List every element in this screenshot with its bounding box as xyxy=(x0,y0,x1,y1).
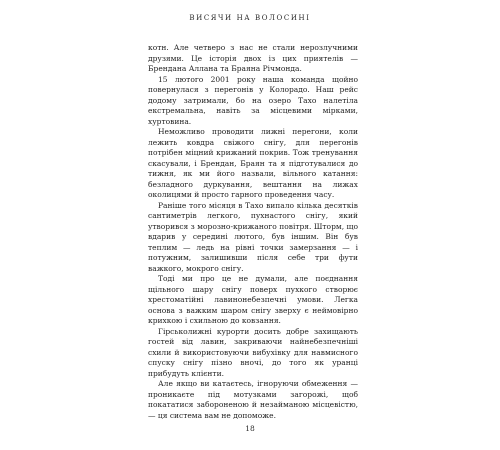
paragraph: Неможливо проводити лижні перегони, коли лежить ковдра свіжого снігу, для перегонів потрібен міцний крижаний покрив. Тож тренування скасували, і Брендан, Браян та я підготувалися до тижня, як ми його назвали, вільного катання: безладного дуркування, вештання на лижах околицями й просто гарного проведення часу. xyxy=(148,127,358,199)
paragraph: Але якщо ви катаєтесь, ігноруючи обмеження — проникаєте під мотузками загорожі, щоб покататися забороненою й незайманою місцевістю, — ця система вам не допоможе. xyxy=(148,379,358,420)
page-number: 18 xyxy=(245,424,255,433)
paragraph: 15 лютого 2001 року наша команда щойно повернулася з перегонів у Колорадо. Наш рейс додому затримали, бо на озеро Тахо налетіла екстремальна, навіть за місцевими мірками, хуртовина. xyxy=(148,74,358,126)
body-text xyxy=(148,43,358,421)
paragraph: Раніше того місяця в Тахо випало кілька десятків сантиметрів легкого, пухнастого снігу, який утворився з морозно-крижаного повітря. Шторм, що вдарив у середині лютого, був іншим. Він був теплим — ледь на рівні точки замерзання — і потужним, залишивши після себе три фути важкого, мокрого снігу. xyxy=(148,200,358,273)
paragraph: Гірськолижні курорти досить добре захищають гостей від лавин, закриваючи найнебезпечніші схили й використовуючи вибухівку для навмисного спуску снігу пізно вночі, до того як уранці прибудуть клієнти. xyxy=(148,326,358,378)
running-head: ВИСЯЧИ НА ВОЛОСИНІ xyxy=(189,14,311,22)
paragraph: котн. Але четверо з нас не стали нерозлучними друзями. Це історія двох із цих приятелів — Брендана Аллана та Браяна Річмонда. xyxy=(148,43,358,73)
paragraph: Тоді ми про це не думали, але поєднання щільного шару снігу поверх пухкого створює хрестоматійні лавинонебезпечні умови. Легка основа з важким шаром снігу зверху є неймовірно крихкою і схильною до ковзання. xyxy=(148,274,358,325)
